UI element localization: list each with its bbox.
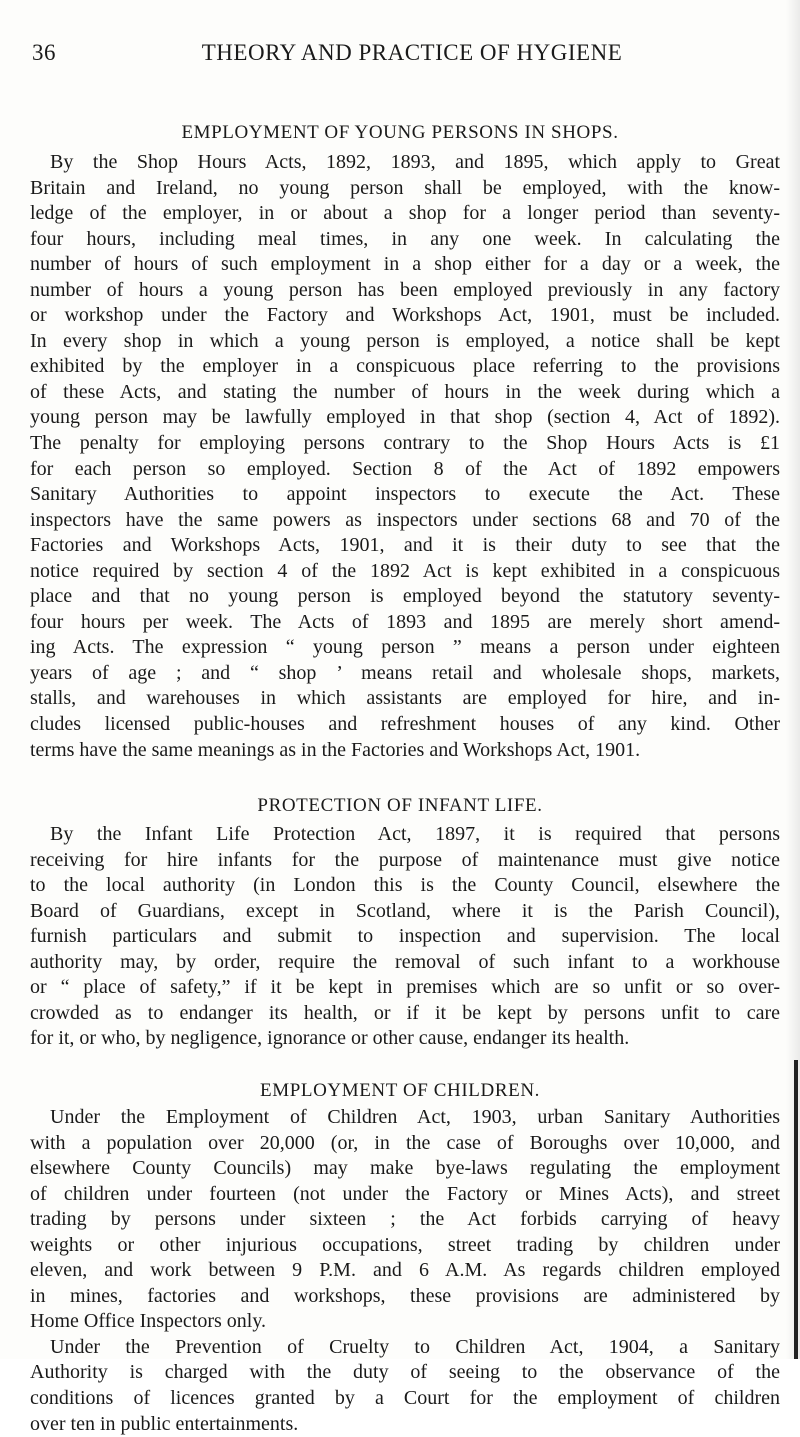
text-line: Under the Prevention of Cruelty to Children Act, 1904, a Sanitary: [50, 1335, 780, 1358]
text-line: conditions of licences granted by a Court for the employment of children: [30, 1387, 780, 1410]
running-head: [24, 40, 760, 68]
text-line: Factories and Workshops Acts, 1901, and it is their duty to see that the: [30, 534, 780, 557]
text-line: ing Acts. The expression “ young person ” means a person under eighteen: [30, 636, 780, 659]
text-line: authority may, by order, require the removal of such infant to a workhouse: [30, 950, 780, 973]
section-heading: EMPLOYMENT OF YOUNG PERSONS IN SHOPS.: [181, 122, 619, 143]
text-line: Under the Employment of Children Act, 1903, urban Sanitary Authorities: [50, 1106, 780, 1128]
text-line: years of age ; and “ shop ’ means retail and wholesale shops, markets,: [30, 661, 780, 684]
text-line: or “ place of safety,” if it be kept in premises which are so unfit or so over-: [30, 976, 780, 999]
page-number: 36: [32, 40, 56, 65]
text-line: in mines, factories and workshops, these provisions are administered by: [30, 1284, 780, 1307]
text-line: young person may be lawfully employed in that shop (section 4, Act of 1892).: [30, 406, 780, 429]
text-line: stalls, and warehouses in which assistants are employed for hire, and in-: [30, 687, 780, 710]
text-line: for it, or who, by negligence, ignorance or other cause, endanger its health.: [30, 1027, 630, 1050]
text-line: with a population over 20,000 (or, in the case of Boroughs over 10,000, and: [30, 1131, 780, 1154]
text-line: furnish particulars and submit to inspection and supervision. The local: [30, 925, 780, 948]
text-line: inspectors have the same powers as inspectors under sections 68 and 70 of the: [30, 508, 780, 531]
text-line: ledge of the employer, in or about a shop for a longer period than seventy-: [30, 202, 780, 225]
text-line: Britain and Ireland, no young person shall be employed, with the know-: [30, 176, 780, 199]
section-body: [30, 150, 780, 763]
text-line: place and that no young person is employed beyond the statutory seventy-: [30, 585, 780, 608]
text-line: crowded as to endanger its health, or if it be kept by persons unfit to care: [30, 1001, 780, 1024]
text-line: The penalty for employing persons contrary to the Shop Hours Acts is £1: [30, 432, 780, 455]
text-line: notice required by section 4 of the 1892 Act is kept exhibited in a conspicuous: [30, 559, 780, 582]
text-line: four hours, including meal times, in any one week. In calculating the: [30, 227, 780, 250]
text-line: eleven, and work between 9 P.M. and 6 A.M. As regards children employed: [30, 1259, 780, 1282]
text-line: number of hours of such employment in a shop either for a day or a week, the: [30, 253, 780, 276]
text-line: weights or other injurious occupations, street trading by children under: [30, 1233, 780, 1256]
text-line: for each person so employed. Section 8 of the Act of 1892 empowers: [30, 457, 780, 480]
text-line: In every shop in which a young person is employed, a notice shall be kept: [30, 329, 780, 352]
text-line: Sanitary Authorities to appoint inspectors to execute the Act. These: [30, 483, 780, 506]
text-line: of children under fourteen (not under the Factory or Mines Acts), and street: [30, 1182, 780, 1205]
section-body: [30, 1105, 780, 1437]
text-line: or workshop under the Factory and Workshops Act, 1901, must be included.: [30, 304, 780, 327]
text-line: to the local authority (in London this is the County Council, elsewhere the: [30, 874, 780, 897]
text-line: Home Office Inspectors only.: [30, 1310, 267, 1333]
text-line: trading by persons under sixteen ; the Act forbids carrying of heavy: [30, 1208, 780, 1231]
text-line: exhibited by the employer in a conspicuous place referring to the provisions: [30, 355, 780, 378]
text-line: terms have the same meanings as in the Factories and Workshops Act, 1901.: [30, 738, 641, 761]
page-edge-mark: [794, 1060, 798, 1359]
text-line: four hours per week. The Acts of 1893 and 1895 are merely short amend-: [30, 610, 780, 633]
text-line: receiving for hire infants for the purpose of maintenance must give notice: [30, 848, 780, 871]
text-line: Board of Guardians, except in Scotland, where it is the Parish Council),: [30, 899, 780, 922]
section-body: [30, 822, 780, 1052]
section-heading: EMPLOYMENT OF CHILDREN.: [260, 1080, 540, 1101]
text-line: By the Infant Life Protection Act, 1897, it is required that persons: [50, 823, 780, 845]
text-line: elsewhere County Councils) may make bye-laws regulating the employment: [30, 1157, 780, 1180]
text-line: of these Acts, and stating the number of hours in the week during which a: [30, 380, 780, 403]
running-title: THEORY AND PRACTICE OF HYGIENE: [201, 40, 623, 65]
text-line: By the Shop Hours Acts, 1892, 1893, and 1895, which apply to Great: [50, 151, 780, 173]
text-line: cludes licensed public-houses and refreshment houses of any kind. Other: [30, 713, 780, 736]
section-heading: PROTECTION OF INFANT LIFE.: [257, 795, 543, 816]
text-line: over ten in public entertainments.: [30, 1412, 299, 1435]
text-line: Authority is charged with the duty of seeing to the observance of the: [30, 1361, 780, 1384]
text-line: number of hours a young person has been employed previously in any factory: [30, 278, 780, 301]
